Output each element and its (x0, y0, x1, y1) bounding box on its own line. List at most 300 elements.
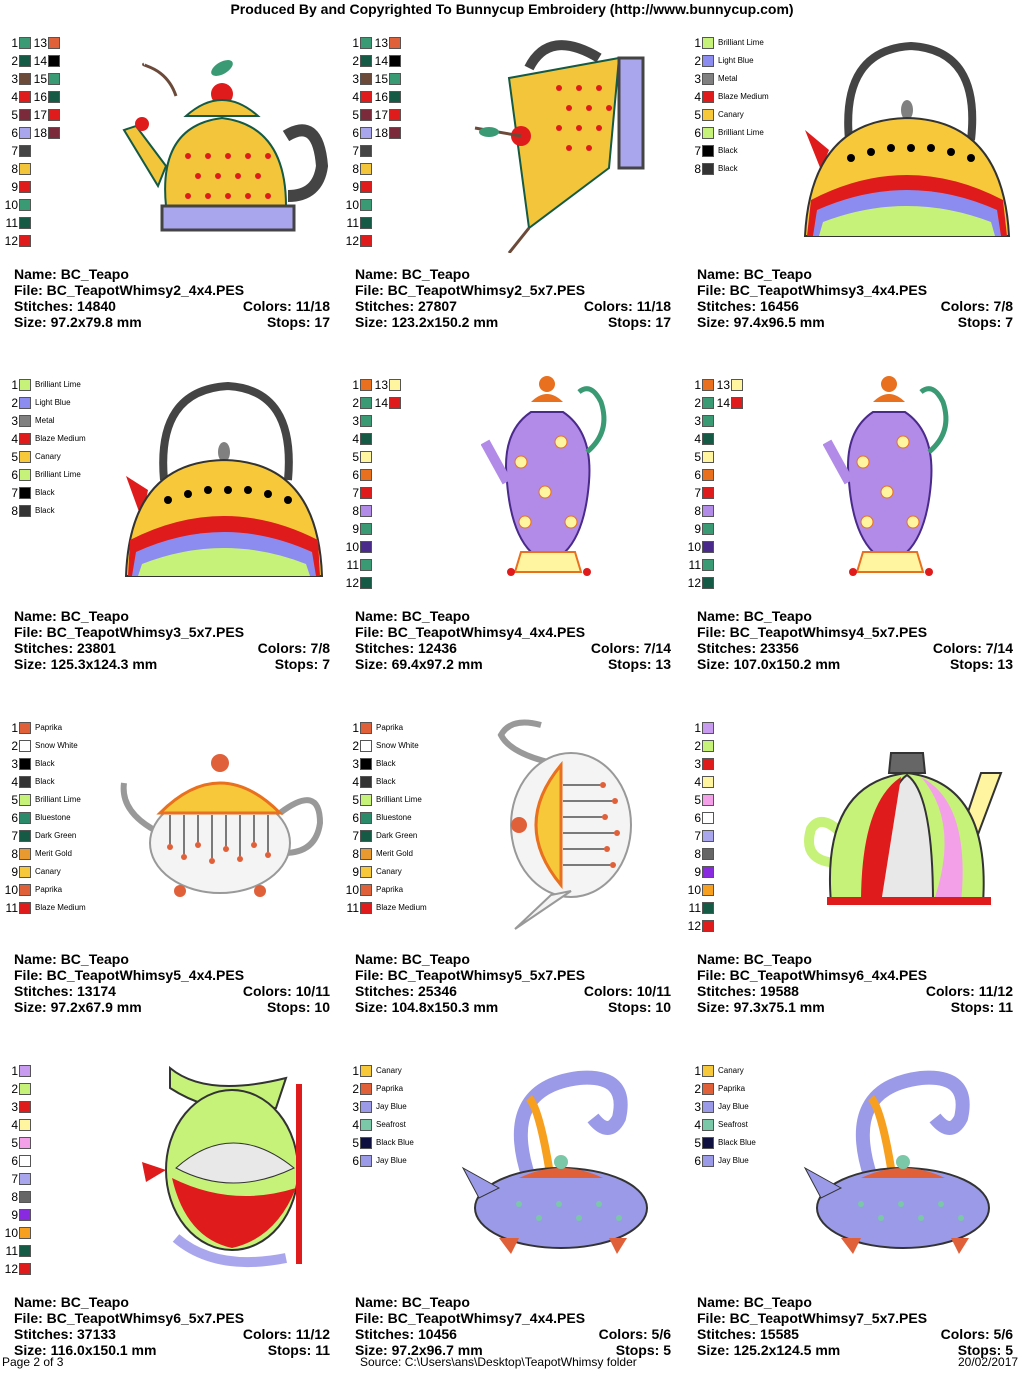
file-row (697, 967, 1013, 983)
design-card (341, 1036, 671, 1378)
stitch-count-value: 15585 (760, 1326, 799, 1342)
color-swatch (702, 37, 714, 49)
name-row (355, 951, 671, 967)
color-swatch (360, 469, 372, 481)
color-number: 7 (694, 144, 701, 158)
color-swatch (48, 91, 60, 103)
legend-row (4, 484, 86, 502)
color-swatch (19, 1155, 31, 1167)
color-number: 9 (11, 180, 18, 194)
color-swatch (19, 1137, 31, 1149)
design-size (697, 1342, 840, 1358)
design-size-label: Size: (14, 314, 51, 330)
stop-count-value: 11 (998, 999, 1013, 1015)
file-row (14, 624, 330, 640)
color-count-label: Colors: (257, 640, 311, 656)
color-number: 5 (11, 1136, 18, 1150)
size-row (355, 999, 671, 1015)
design-size-label: Size: (355, 1342, 392, 1358)
color-number: 5 (694, 793, 701, 807)
thread-name: Black Blue (718, 1138, 756, 1147)
stop-count-value: 17 (314, 314, 330, 330)
legend-row (687, 448, 743, 466)
name-row (14, 266, 330, 282)
stitch-count-label: Stitches: (14, 1326, 78, 1342)
color-number: 8 (352, 504, 359, 518)
thread-name: Light Blue (718, 56, 754, 65)
design-info (697, 1294, 1013, 1358)
legend-row (4, 1080, 31, 1098)
color-swatch (19, 1119, 31, 1131)
design-size-label: Size: (355, 999, 392, 1015)
stitch-count-label: Stitches: (697, 983, 761, 999)
color-swatch (702, 1155, 714, 1167)
color-number: 1 (11, 721, 18, 735)
color-swatch (702, 722, 714, 734)
legend-row (4, 845, 86, 863)
color-number: 17 (374, 108, 388, 122)
teapot-image (469, 28, 659, 253)
color-number: 1 (11, 1064, 18, 1078)
legend-row (345, 899, 427, 917)
color-swatch (360, 415, 372, 427)
color-count (258, 640, 330, 656)
stop-count (951, 999, 1013, 1015)
legend-row (687, 917, 714, 935)
legend-row (687, 466, 743, 484)
file-name-label: File: (14, 967, 47, 983)
color-number: 6 (352, 126, 359, 140)
file-row (697, 1310, 1013, 1326)
design-size-value: 116.0x150.1 mm (50, 1342, 157, 1358)
design-size-value: 97.2x67.9 mm (50, 999, 142, 1015)
color-swatch (360, 37, 372, 49)
color-number: 11 (5, 901, 18, 915)
design-size-label: Size: (14, 1342, 51, 1358)
color-number: 7 (11, 144, 18, 158)
stitch-count-value: 23356 (760, 640, 799, 656)
design-name-value: BC_Teapo (401, 951, 470, 967)
stitch-count (697, 983, 799, 999)
legend-row (345, 791, 427, 809)
design-size-label: Size: (355, 656, 392, 672)
design-name-value: BC_Teapo (743, 266, 812, 282)
color-swatch (360, 866, 372, 878)
design-size-value: 125.3x124.3 mm (50, 656, 158, 672)
color-number: 7 (11, 829, 18, 843)
legend-row (4, 394, 86, 412)
size-row (14, 656, 330, 672)
stop-count-value: 5 (663, 1342, 671, 1358)
name-row (355, 608, 671, 624)
color-count-label: Colors: (583, 983, 637, 999)
stitches-row (697, 640, 1013, 656)
legend-row (687, 502, 743, 520)
file-name-value: BC_TeapotWhimsy2_4x4.PES (46, 282, 245, 298)
design-size (355, 656, 483, 672)
color-number: 9 (352, 522, 359, 536)
stitch-count-value: 10456 (418, 1326, 457, 1342)
color-swatch (19, 181, 31, 193)
teapot-image (491, 715, 641, 935)
color-number: 7 (694, 486, 701, 500)
legend-row (4, 502, 86, 520)
legend-row (345, 1098, 414, 1116)
color-swatch (702, 794, 714, 806)
color-number: 14 (374, 396, 388, 410)
color-swatch (360, 577, 372, 589)
color-count (584, 983, 671, 999)
color-number: 5 (352, 793, 359, 807)
color-swatch (48, 73, 60, 85)
design-name-value: BC_Teapo (743, 608, 812, 624)
legend-row (4, 719, 86, 737)
stop-count-label: Stops: (950, 999, 999, 1015)
stop-count-label: Stops: (615, 1342, 664, 1358)
design-size (14, 314, 142, 330)
legend-row (345, 556, 401, 574)
color-legend (687, 34, 769, 178)
color-count (941, 1326, 1013, 1342)
legend-row (4, 178, 60, 196)
color-number: 3 (11, 757, 18, 771)
color-swatch (19, 1191, 31, 1203)
color-number: 10 (4, 883, 18, 897)
color-count-value: 11/12 (978, 983, 1013, 999)
color-number: 3 (11, 1100, 18, 1114)
teapot-image (801, 40, 1013, 240)
color-number: 2 (11, 54, 18, 68)
color-number: 1 (694, 36, 701, 50)
color-number: 13 (374, 378, 388, 392)
stitches-row (14, 983, 330, 999)
stop-count (267, 314, 330, 330)
legend-row (687, 160, 769, 178)
color-number: 5 (352, 450, 359, 464)
color-count-value: 5/6 (993, 1326, 1013, 1342)
legend-row (345, 106, 401, 124)
thread-name: Blaze Medium (35, 903, 86, 912)
color-number: 6 (352, 1154, 359, 1168)
legend-row (4, 1116, 31, 1134)
color-swatch (19, 866, 31, 878)
color-swatch (19, 397, 31, 409)
thread-name: Paprika (718, 1084, 746, 1093)
legend-row (687, 899, 714, 917)
design-size-value: 97.4x96.5 mm (733, 314, 825, 330)
stop-count-label: Stops: (949, 656, 998, 672)
design-size (355, 314, 498, 330)
color-count-value: 7/8 (993, 298, 1013, 314)
color-count-value: 7/8 (310, 640, 330, 656)
legend-row (687, 1062, 756, 1080)
file-row (355, 624, 671, 640)
stop-count-value: 10 (314, 999, 330, 1015)
design-name-label: Name: (355, 1294, 402, 1310)
color-swatch (702, 1101, 714, 1113)
thread-name: Bluestone (376, 813, 412, 822)
thread-name: Jay Blue (718, 1156, 749, 1165)
color-swatch (19, 884, 31, 896)
legend-row (345, 755, 427, 773)
color-swatch (19, 91, 31, 103)
design-name (355, 608, 470, 624)
design-card (683, 693, 1013, 1035)
color-count-value: 7/14 (985, 640, 1013, 656)
color-swatch (48, 109, 60, 121)
color-number: 3 (352, 757, 359, 771)
stop-count (267, 999, 330, 1015)
file-row (697, 282, 1013, 298)
color-number: 16 (33, 90, 47, 104)
color-number: 14 (33, 54, 47, 68)
color-swatch (702, 433, 714, 445)
color-number: 15 (374, 72, 388, 86)
stop-count-label: Stops: (607, 314, 656, 330)
file-name-label: File: (14, 282, 47, 298)
color-legend (4, 719, 86, 917)
legend-row (4, 412, 86, 430)
thread-name: Seafrost (718, 1120, 748, 1129)
color-swatch (702, 866, 714, 878)
stop-count-label: Stops: (266, 999, 315, 1015)
legend-row (345, 430, 401, 448)
legend-row (687, 791, 714, 809)
thread-name: Brilliant Lime (376, 795, 422, 804)
color-swatch (360, 740, 372, 752)
legend-row (345, 502, 401, 520)
color-swatch (360, 1083, 372, 1095)
stitches-row (14, 298, 330, 314)
color-swatch (702, 163, 714, 175)
color-swatch (48, 127, 60, 139)
color-count (243, 983, 330, 999)
color-swatch (19, 433, 31, 445)
color-swatch (389, 397, 401, 409)
color-swatch (19, 740, 31, 752)
stitch-count (14, 983, 116, 999)
color-swatch (702, 523, 714, 535)
stitches-row (355, 640, 671, 656)
color-number: 8 (352, 847, 359, 861)
color-swatch (19, 451, 31, 463)
page-number: Page 2 of 3 (2, 1355, 64, 1369)
color-swatch (702, 487, 714, 499)
design-size-value: 69.4x97.2 mm (391, 656, 483, 672)
color-swatch (360, 776, 372, 788)
thread-name: Seafrost (376, 1120, 406, 1129)
design-size-label: Size: (697, 999, 734, 1015)
color-number: 3 (694, 757, 701, 771)
legend-row (345, 214, 401, 232)
color-number: 4 (352, 1118, 359, 1132)
thread-name: Merit Gold (35, 849, 72, 858)
teapot-image (801, 1058, 1011, 1268)
color-legend (345, 376, 401, 592)
file-row (14, 1310, 330, 1326)
design-name-value: BC_Teapo (401, 266, 470, 282)
thread-name: Dark Green (376, 831, 418, 840)
color-legend (4, 34, 60, 250)
color-swatch (702, 559, 714, 571)
design-size-label: Size: (697, 314, 734, 330)
color-swatch (702, 776, 714, 788)
file-name (355, 624, 585, 640)
color-number: 1 (694, 1064, 701, 1078)
design-size (14, 656, 157, 672)
legend-row (687, 1080, 756, 1098)
legend-row (687, 484, 743, 502)
color-swatch (731, 397, 743, 409)
color-number: 5 (352, 1136, 359, 1150)
color-swatch (360, 1119, 372, 1131)
thread-name: Black (718, 164, 738, 173)
color-swatch (19, 109, 31, 121)
color-number: 8 (694, 162, 701, 176)
color-number: 11 (5, 216, 18, 230)
color-swatch (360, 758, 372, 770)
file-name (14, 1310, 244, 1326)
color-swatch (19, 1227, 31, 1239)
legend-row (687, 88, 769, 106)
color-number: 6 (11, 468, 18, 482)
color-number: 11 (688, 558, 701, 572)
color-number: 11 (346, 216, 359, 230)
legend-row (4, 773, 86, 791)
color-swatch (360, 1101, 372, 1113)
legend-row (345, 827, 427, 845)
stop-count-label: Stops: (274, 656, 323, 672)
color-number: 1 (694, 721, 701, 735)
legend-row (4, 142, 60, 160)
file-name-label: File: (355, 1310, 388, 1326)
color-number: 4 (11, 775, 18, 789)
thread-name: Brilliant Lime (35, 795, 81, 804)
color-swatch (19, 73, 31, 85)
design-name (14, 951, 129, 967)
legend-row (4, 791, 86, 809)
color-legend (4, 1062, 31, 1278)
color-swatch (389, 55, 401, 67)
stop-count-label: Stops: (267, 1342, 316, 1358)
design-info (14, 266, 330, 330)
color-number: 1 (11, 378, 18, 392)
legend-row (4, 160, 60, 178)
color-number: 8 (352, 162, 359, 176)
color-swatch (19, 379, 31, 391)
color-swatch (19, 199, 31, 211)
legend-row (687, 881, 714, 899)
stitch-count-value: 12436 (418, 640, 457, 656)
color-swatch (19, 217, 31, 229)
color-number: 4 (694, 90, 701, 104)
color-legend (4, 376, 86, 520)
file-name-value: BC_TeapotWhimsy5_4x4.PES (46, 967, 245, 983)
stitch-count-value: 37133 (77, 1326, 116, 1342)
design-name (14, 266, 129, 282)
stitch-count-label: Stitches: (355, 1326, 419, 1342)
color-number: 7 (694, 829, 701, 843)
legend-row (4, 124, 60, 142)
color-number: 2 (352, 1082, 359, 1096)
color-swatch (702, 73, 714, 85)
design-size (14, 999, 142, 1015)
color-swatch (360, 379, 372, 391)
thread-name: Black Blue (376, 1138, 414, 1147)
legend-row (345, 881, 427, 899)
design-card (0, 693, 330, 1035)
color-swatch (702, 469, 714, 481)
stitches-row (697, 1326, 1013, 1342)
teapot-image (459, 1058, 669, 1268)
color-swatch (19, 758, 31, 770)
color-count (243, 298, 330, 314)
thread-name: Paprika (35, 885, 63, 894)
color-number: 3 (352, 414, 359, 428)
teapot-image (118, 56, 328, 236)
stitches-row (355, 1326, 671, 1342)
color-swatch (19, 1173, 31, 1185)
design-name-label: Name: (355, 608, 402, 624)
stitch-count-label: Stitches: (14, 983, 78, 999)
stitch-count (355, 983, 457, 999)
color-number: 2 (352, 396, 359, 410)
color-swatch (702, 758, 714, 770)
stop-count (608, 656, 671, 672)
legend-row (687, 773, 714, 791)
legend-row (4, 1260, 31, 1278)
color-number: 7 (11, 486, 18, 500)
design-name (355, 951, 470, 967)
legend-row (687, 1152, 756, 1170)
color-swatch (19, 794, 31, 806)
stitch-count-label: Stitches: (355, 298, 419, 314)
color-swatch (360, 199, 372, 211)
color-swatch (702, 397, 714, 409)
color-number: 4 (694, 432, 701, 446)
legend-row (345, 773, 427, 791)
legend-row (687, 70, 769, 88)
color-swatch (360, 1155, 372, 1167)
color-number: 10 (4, 1226, 18, 1240)
legend-row (345, 538, 401, 556)
stop-count-value: 13 (997, 656, 1013, 672)
color-swatch (360, 127, 372, 139)
teapot-image (120, 743, 326, 903)
color-number: 15 (33, 72, 47, 86)
name-row (14, 951, 330, 967)
color-number: 8 (694, 847, 701, 861)
stitch-count (14, 298, 116, 314)
color-number: 12 (687, 576, 701, 590)
color-number: 3 (11, 72, 18, 86)
teapot-image (481, 372, 621, 588)
color-number: 11 (346, 901, 359, 915)
color-number: 3 (694, 1100, 701, 1114)
color-swatch (360, 794, 372, 806)
color-swatch (19, 505, 31, 517)
legend-row (345, 52, 401, 70)
color-swatch (389, 127, 401, 139)
color-number: 12 (687, 919, 701, 933)
file-name (14, 624, 244, 640)
design-info (14, 608, 330, 672)
color-number: 3 (694, 72, 701, 86)
color-swatch (19, 776, 31, 788)
color-number: 11 (346, 558, 359, 572)
stitch-count (14, 1326, 116, 1342)
color-number: 18 (33, 126, 47, 140)
